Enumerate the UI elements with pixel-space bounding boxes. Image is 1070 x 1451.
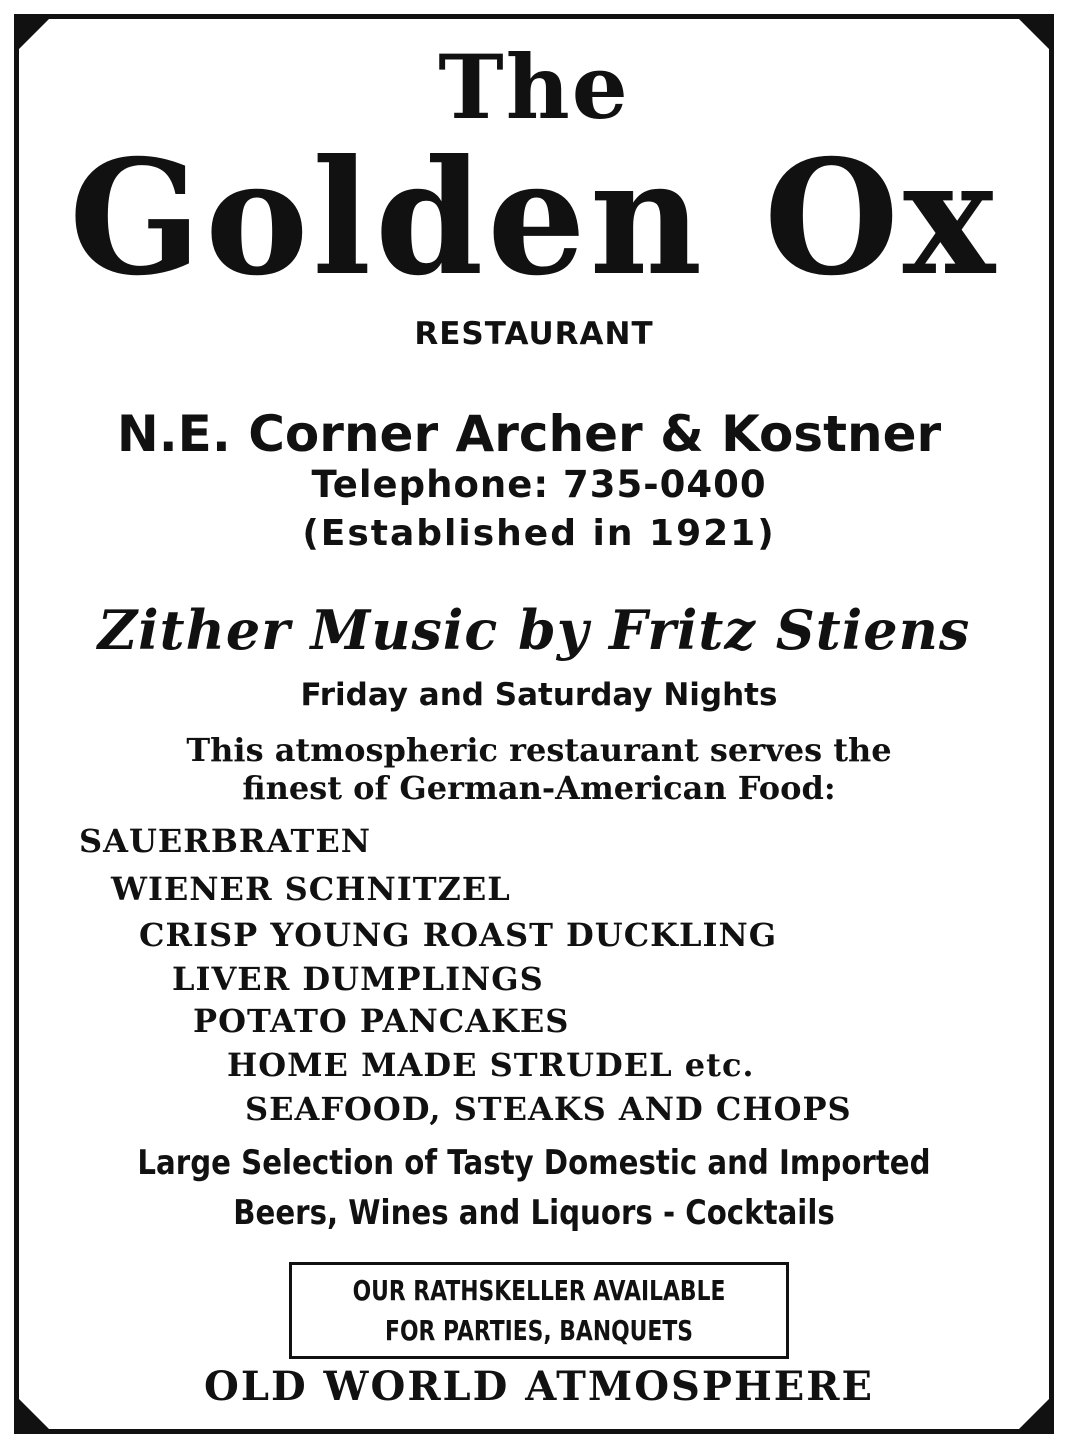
drinks-line-1: Large Selection of Tasty Domestic and Imported xyxy=(137,1143,931,1183)
music-headline: Zither Music by Fritz Stiens xyxy=(97,598,971,662)
established-year: (Established in 1921) xyxy=(302,513,776,554)
description-line-1: This atmospheric restaurant serves the xyxy=(186,731,892,769)
advertisement-frame xyxy=(14,14,1054,1434)
drinks-line-2: Beers, Wines and Liquors - Cocktails xyxy=(233,1193,835,1233)
address: N.E. Corner Archer & Kostner xyxy=(116,405,942,463)
description-line-2: finest of German-American Food: xyxy=(242,769,836,807)
menu-item: HOME MADE STRUDEL etc. xyxy=(227,1046,755,1084)
menu-item: WIENER SCHNITZEL xyxy=(111,870,511,908)
menu-item: LIVER DUMPLINGS xyxy=(172,960,544,998)
music-schedule: Friday and Saturday Nights xyxy=(300,677,778,713)
menu-item: POTATO PANCAKES xyxy=(193,1002,570,1040)
logo-restaurant-name: Golden Ox xyxy=(68,126,1000,311)
description xyxy=(29,731,1049,807)
logo-the: The xyxy=(438,35,630,139)
menu-item: SAUERBRATEN xyxy=(79,822,371,860)
menu-item: CRISP YOUNG ROAST DUCKLING xyxy=(139,916,778,954)
telephone: Telephone: 735-0400 xyxy=(311,463,767,506)
rathskeller-line-1: OUR RATHSKELLER AVAILABLE xyxy=(352,1274,726,1307)
menu-item: SEAFOOD, STEAKS AND CHOPS xyxy=(245,1090,852,1128)
rathskeller-line-2: FOR PARTIES, BANQUETS xyxy=(385,1314,693,1347)
rathskeller-notice-box xyxy=(289,1262,789,1359)
footer-tagline: OLD WORLD ATMOSPHERE xyxy=(203,1363,875,1410)
restaurant-subtitle: RESTAURANT xyxy=(414,316,654,352)
